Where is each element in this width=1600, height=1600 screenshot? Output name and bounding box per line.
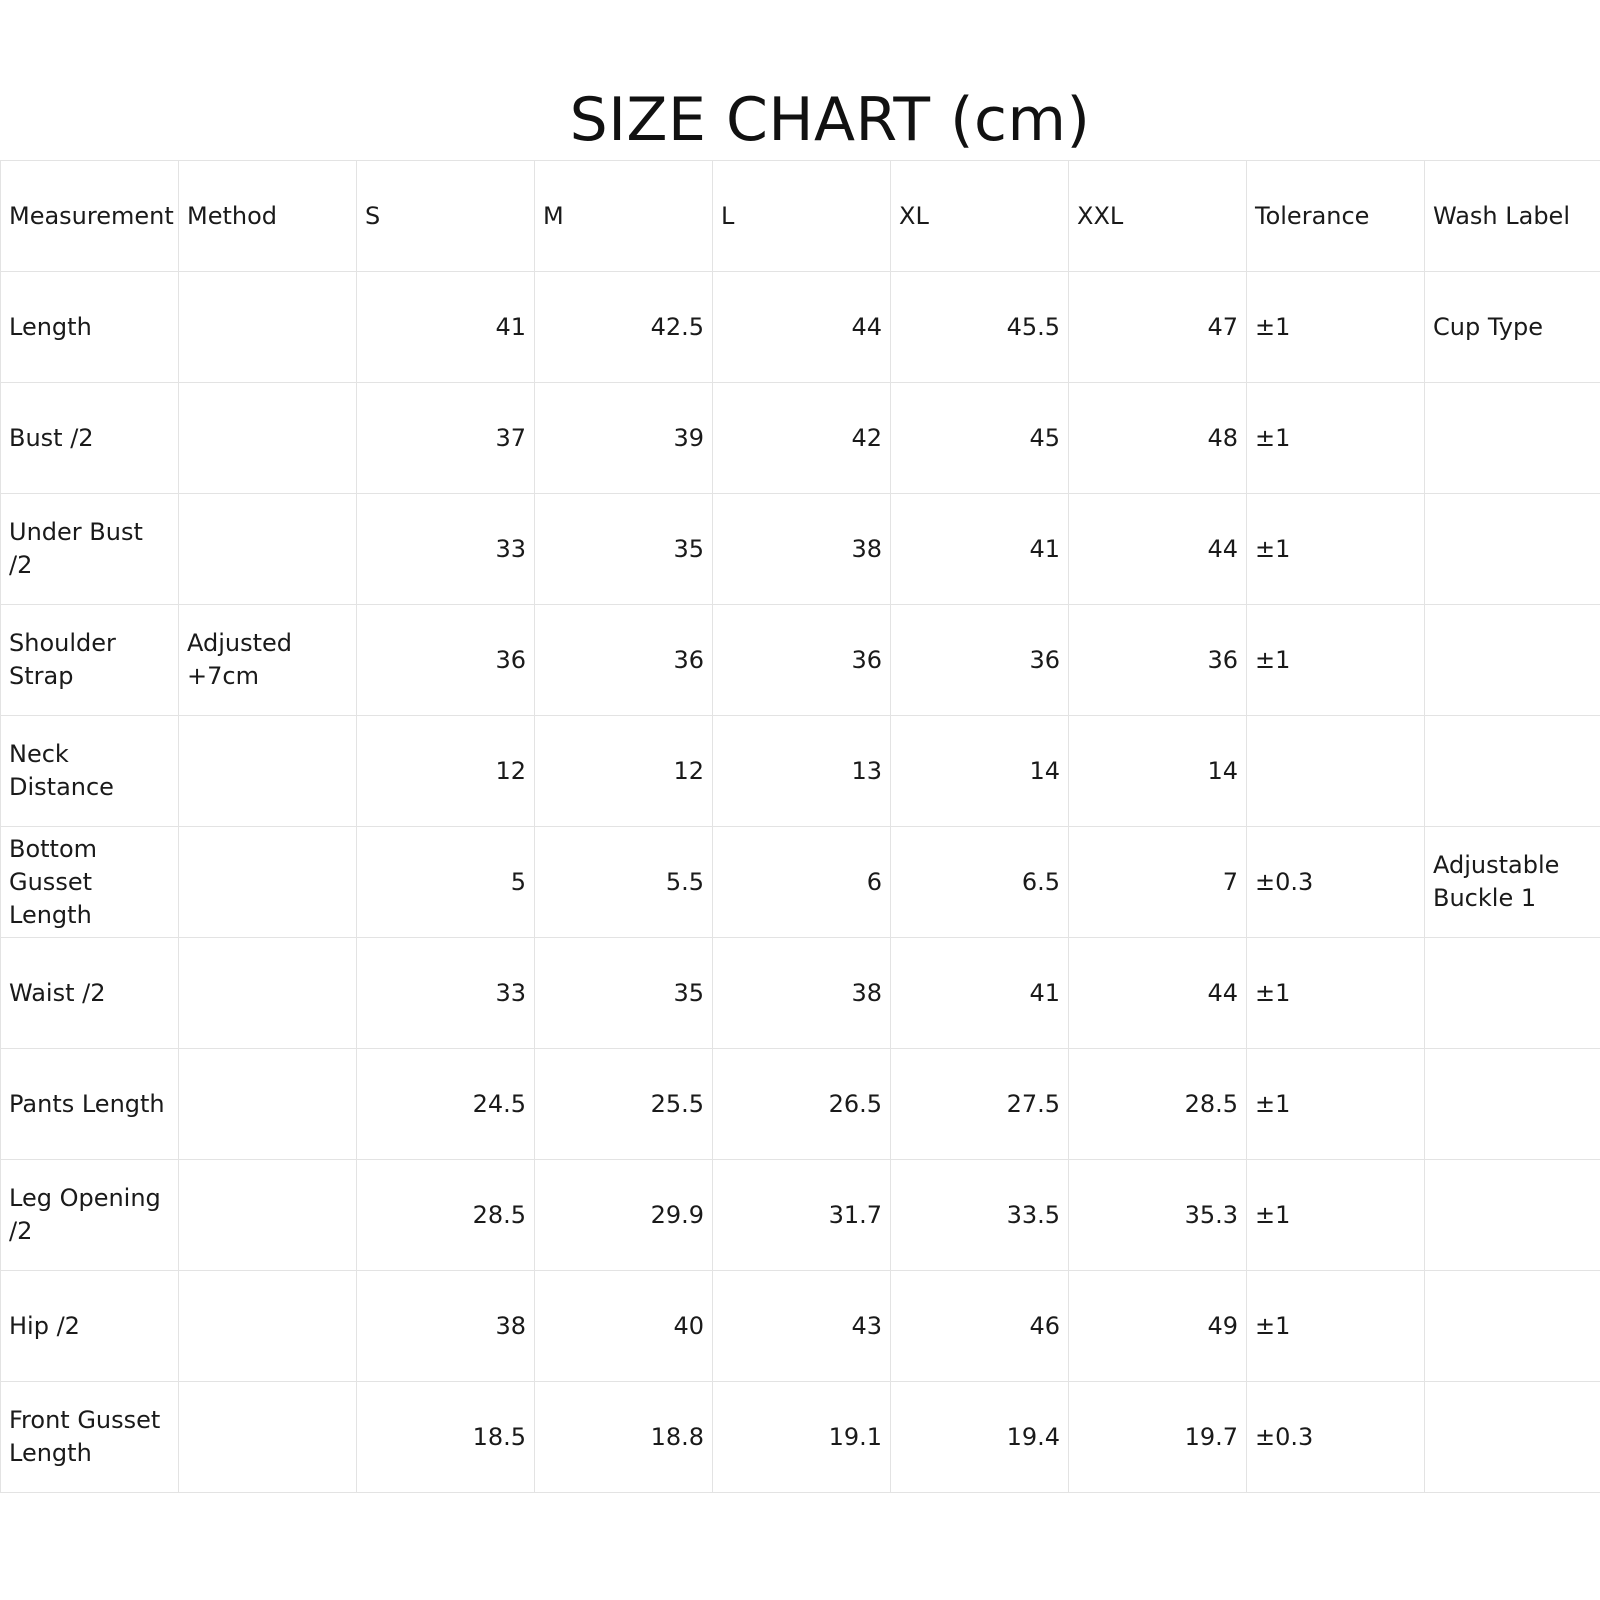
size-s-cell: 38	[357, 1271, 535, 1382]
size-xxl-cell: 47	[1069, 272, 1247, 383]
size-s-cell: 28.5	[357, 1160, 535, 1271]
size-m-cell: 36	[535, 605, 713, 716]
size-xxl-cell: 44	[1069, 938, 1247, 1049]
header-method: Method	[179, 161, 357, 272]
tolerance-cell: ±0.3	[1247, 1382, 1425, 1493]
header-tolerance: Tolerance	[1247, 161, 1425, 272]
method-cell	[179, 827, 357, 938]
size-xxl-cell: 44	[1069, 494, 1247, 605]
tolerance-cell: ±1	[1247, 1160, 1425, 1271]
measurement-cell: Front Gusset Length	[1, 1382, 179, 1493]
tolerance-cell: ±1	[1247, 494, 1425, 605]
size-s-cell: 18.5	[357, 1382, 535, 1493]
method-cell	[179, 1160, 357, 1271]
size-s-cell: 37	[357, 383, 535, 494]
wash-label-cell	[1425, 938, 1600, 1049]
table-row	[1, 272, 1600, 383]
size-xl-cell: 36	[891, 605, 1069, 716]
size-l-cell: 38	[713, 494, 891, 605]
size-s-cell: 41	[357, 272, 535, 383]
method-cell	[179, 716, 357, 827]
size-m-cell: 42.5	[535, 272, 713, 383]
size-xl-cell: 41	[891, 494, 1069, 605]
size-l-cell: 43	[713, 1271, 891, 1382]
measurement-cell: Waist /2	[1, 938, 179, 1049]
size-xxl-cell: 7	[1069, 827, 1247, 938]
size-m-cell: 29.9	[535, 1160, 713, 1271]
size-s-cell: 33	[357, 938, 535, 1049]
size-l-cell: 36	[713, 605, 891, 716]
wash-label-cell	[1425, 716, 1600, 827]
tolerance-cell: ±1	[1247, 1271, 1425, 1382]
size-xxl-cell: 48	[1069, 383, 1247, 494]
table-row	[1, 1049, 1600, 1160]
size-xl-cell: 27.5	[891, 1049, 1069, 1160]
header-row	[1, 161, 1600, 272]
tolerance-cell: ±1	[1247, 272, 1425, 383]
header-size-s: S	[357, 161, 535, 272]
size-l-cell: 13	[713, 716, 891, 827]
page-title: SIZE CHART (cm)	[569, 85, 1091, 156]
size-xl-cell: 45	[891, 383, 1069, 494]
measurement-cell: Leg Opening /2	[1, 1160, 179, 1271]
table-row	[1, 605, 1600, 716]
size-xl-cell: 41	[891, 938, 1069, 1049]
method-cell	[179, 383, 357, 494]
size-xxl-cell: 36	[1069, 605, 1247, 716]
size-l-cell: 44	[713, 272, 891, 383]
header-size-m: M	[535, 161, 713, 272]
size-m-cell: 35	[535, 494, 713, 605]
header-wash-label: Wash Label	[1425, 161, 1600, 272]
size-l-cell: 38	[713, 938, 891, 1049]
method-cell	[179, 1049, 357, 1160]
size-m-cell: 39	[535, 383, 713, 494]
table-row	[1, 716, 1600, 827]
table-row	[1, 1160, 1600, 1271]
wash-label-cell	[1425, 1049, 1600, 1160]
wash-label-cell: Cup Type	[1425, 272, 1600, 383]
table-row	[1, 1382, 1600, 1493]
table-row	[1, 827, 1600, 938]
size-l-cell: 19.1	[713, 1382, 891, 1493]
header-size-xl: XL	[891, 161, 1069, 272]
tolerance-cell: ±1	[1247, 383, 1425, 494]
size-l-cell: 42	[713, 383, 891, 494]
header-size-xxl: XXL	[1069, 161, 1247, 272]
size-s-cell: 36	[357, 605, 535, 716]
size-m-cell: 18.8	[535, 1382, 713, 1493]
method-cell	[179, 1382, 357, 1493]
size-s-cell: 12	[357, 716, 535, 827]
size-xxl-cell: 14	[1069, 716, 1247, 827]
size-m-cell: 5.5	[535, 827, 713, 938]
measurement-cell: Neck Distance	[1, 716, 179, 827]
measurement-cell: Pants Length	[1, 1049, 179, 1160]
size-xl-cell: 6.5	[891, 827, 1069, 938]
size-m-cell: 40	[535, 1271, 713, 1382]
tolerance-cell	[1247, 716, 1425, 827]
header-size-l: L	[713, 161, 891, 272]
tolerance-cell: ±1	[1247, 938, 1425, 1049]
wash-label-cell	[1425, 1160, 1600, 1271]
size-xl-cell: 33.5	[891, 1160, 1069, 1271]
measurement-cell: Bust /2	[1, 383, 179, 494]
size-m-cell: 12	[535, 716, 713, 827]
wash-label-cell	[1425, 383, 1600, 494]
wash-label-cell: Adjustable Buckle 1	[1425, 827, 1600, 938]
size-l-cell: 31.7	[713, 1160, 891, 1271]
measurement-cell: Under Bust /2	[1, 494, 179, 605]
table-row	[1, 494, 1600, 605]
size-xxl-cell: 49	[1069, 1271, 1247, 1382]
wash-label-cell	[1425, 1382, 1600, 1493]
size-xxl-cell: 35.3	[1069, 1160, 1247, 1271]
size-xl-cell: 46	[891, 1271, 1069, 1382]
wash-label-cell	[1425, 605, 1600, 716]
size-m-cell: 35	[535, 938, 713, 1049]
size-xl-cell: 14	[891, 716, 1069, 827]
table-row	[1, 938, 1600, 1049]
measurement-cell: Length	[1, 272, 179, 383]
measurement-cell: Hip /2	[1, 1271, 179, 1382]
header-measurement: Measurement	[1, 161, 179, 272]
method-cell	[179, 494, 357, 605]
table-row	[1, 1271, 1600, 1382]
size-s-cell: 24.5	[357, 1049, 535, 1160]
tolerance-cell: ±1	[1247, 605, 1425, 716]
wash-label-cell	[1425, 494, 1600, 605]
size-xxl-cell: 28.5	[1069, 1049, 1247, 1160]
size-l-cell: 26.5	[713, 1049, 891, 1160]
size-xl-cell: 19.4	[891, 1382, 1069, 1493]
size-s-cell: 33	[357, 494, 535, 605]
wash-label-cell	[1425, 1271, 1600, 1382]
method-cell	[179, 272, 357, 383]
table-row	[1, 383, 1600, 494]
size-l-cell: 6	[713, 827, 891, 938]
size-xl-cell: 45.5	[891, 272, 1069, 383]
method-cell	[179, 938, 357, 1049]
measurement-cell: Shoulder Strap	[1, 605, 179, 716]
method-cell: Adjusted +7cm	[179, 605, 357, 716]
tolerance-cell: ±1	[1247, 1049, 1425, 1160]
size-chart-table	[0, 160, 1600, 1493]
size-m-cell: 25.5	[535, 1049, 713, 1160]
measurement-cell: Bottom Gusset Length	[1, 827, 179, 938]
size-s-cell: 5	[357, 827, 535, 938]
tolerance-cell: ±0.3	[1247, 827, 1425, 938]
size-xxl-cell: 19.7	[1069, 1382, 1247, 1493]
method-cell	[179, 1271, 357, 1382]
